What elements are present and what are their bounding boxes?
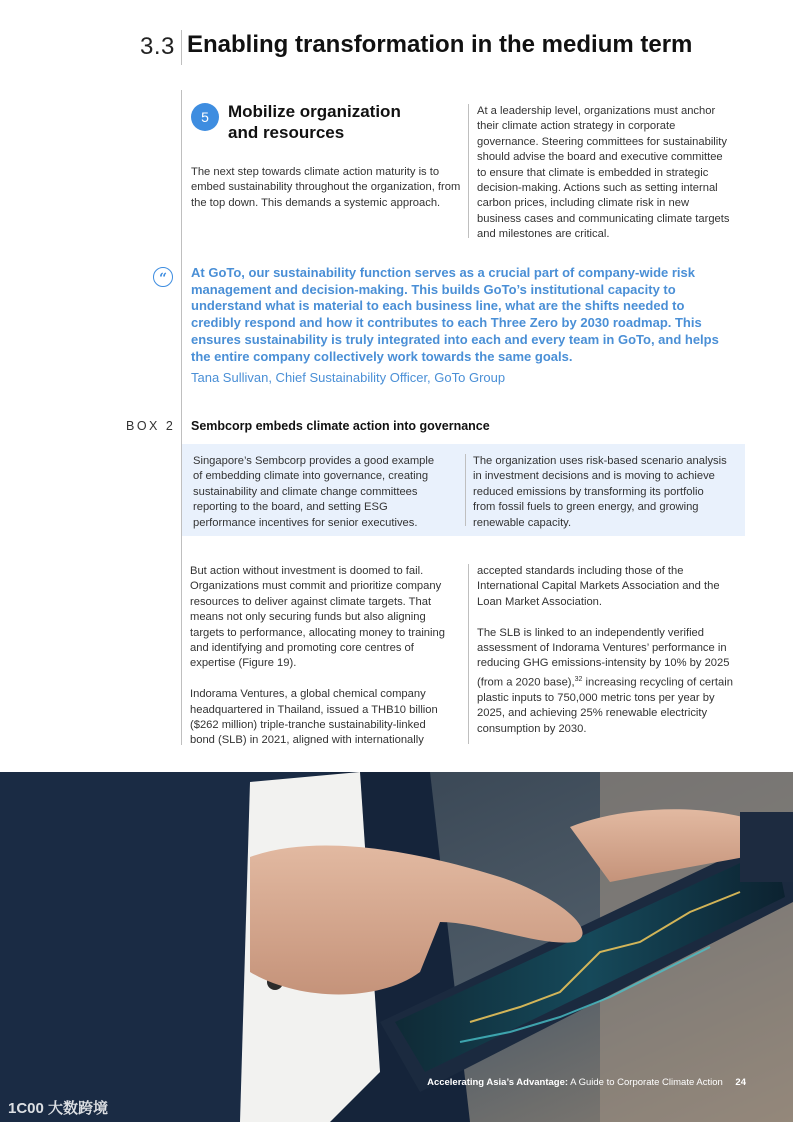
step-title (228, 101, 458, 143)
paragraph-gap (477, 610, 749, 625)
text-fragment: (from a 2020 base), (477, 676, 575, 689)
text-line: bond (SLB) in 2021, aligned with internationally (190, 734, 424, 747)
text-line: performance incentives for senior executives. (193, 516, 418, 529)
text-line: decision-making. Actions such as setting internal (477, 182, 718, 195)
step-leadership-text (477, 104, 747, 243)
box-column-divider (465, 454, 466, 526)
text-line: expertise (Figure 19). (190, 657, 297, 670)
section-title: Enabling transformation in the medium term (187, 31, 693, 58)
section-number: 3.3 (140, 33, 175, 60)
box-right-text (473, 454, 743, 531)
text-line: Organizations must commit and prioritize company (190, 580, 442, 593)
text-line: to ensure that climate is embedded in strategic (477, 166, 709, 179)
text-line: accepted standards including those of the (477, 565, 684, 577)
text-line: and milestones are critical. (477, 228, 610, 241)
page-number: 24 (735, 1077, 746, 1088)
text-line: the top down. This demands a systemic approach. (191, 196, 441, 209)
text-line: The next step towards climate action maturity is to (191, 166, 440, 178)
text-line: sustainability and climate change committees (193, 485, 418, 498)
text-line: in investment decisions and is moving to achieve (473, 470, 715, 483)
text-line: Loan Market Association. (477, 595, 602, 608)
text-line: reducing GHG emissions-intensity by 10% by 2025 (477, 657, 730, 670)
report-subtitle: A Guide to Corporate Climate Action (568, 1077, 723, 1088)
box-title: Sembcorp embeds climate action into governance (191, 419, 490, 433)
quote-line: the entire company collectively work towards the same goals. (191, 348, 573, 364)
box-left-text (193, 454, 461, 531)
text-line: ($262 million) triple-tranche sustainability-linked (190, 719, 426, 732)
quote-line: credibly respond and how it contributes to each Three Zero by 2030 roadmap. This (191, 315, 702, 331)
text-line: assessment of Indorama Ventures’ performance in (477, 642, 727, 655)
watermark: 1C00 大数跨境 (8, 1100, 109, 1117)
text-line: business cases and communicating climate targets (477, 212, 730, 225)
box-label: BOX 2 (126, 419, 176, 433)
tablet-photo-illustration (0, 772, 793, 1122)
investment-right-text (477, 564, 749, 737)
text-line: At a leadership level, organizations must anchor (477, 105, 716, 117)
text-line: their climate action strategy in corporate (477, 120, 676, 133)
text-line: embed sustainability throughout the organization, from (191, 181, 461, 194)
paragraph-gap (190, 672, 462, 687)
text-line: reduced emissions by transforming its portfolio (473, 485, 704, 498)
quote-line: understand what is material to each business line, what are the shifts needed to (191, 298, 685, 314)
text-line: renewable capacity. (473, 516, 572, 529)
page-footer (427, 1077, 746, 1088)
text-line: The organization uses risk-based scenario analysis (473, 455, 727, 467)
text-line: consumption by 2030. (477, 722, 587, 735)
report-title: Accelerating Asia’s Advantage: (427, 1077, 569, 1088)
text-line: International Capital Markets Association and the (477, 580, 720, 593)
step-intro (191, 165, 463, 211)
text-line (477, 672, 749, 691)
text-line: plastic inputs to 750,000 metric tons per year by (477, 691, 715, 704)
quote-line: management and decision-making. This builds GoTo’s institutional capacity to (191, 281, 676, 297)
pull-quote (191, 265, 736, 365)
step-title-line: Mobilize organization (228, 102, 401, 121)
text-line: carbon prices, including climate risk in new (477, 197, 690, 210)
text-line: from fossil fuels to green energy, and growing (473, 501, 699, 514)
text-line: should advise the board and executive committee (477, 151, 723, 164)
text-line: means not only securing funds but also aligning (190, 611, 426, 624)
header-divider (181, 30, 182, 65)
text-line: of embedding climate into governance, creating (193, 470, 429, 483)
investment-column-divider (468, 564, 469, 744)
text-line: Singapore’s Sembcorp provides a good example (193, 455, 435, 467)
text-line: reporting to the board, and setting ESG (193, 501, 388, 514)
text-line: Indorama Ventures, a global chemical company (190, 688, 426, 701)
footnote-ref[interactable]: 32 (574, 675, 583, 683)
quote-line: ensures sustainability is truly integrated into each and every team in GoTo, and helps (191, 331, 719, 347)
quote-icon: “ (153, 267, 173, 287)
text-line: resources to deliver against climate targets. That (190, 595, 432, 608)
text-line: The SLB is linked to an independently verified (477, 626, 705, 639)
text-line: governance. Steering committees for sustainability (477, 135, 727, 148)
text-line: and identifying and promoting core centres of (190, 642, 414, 655)
text-fragment: increasing recycling of certain (582, 676, 733, 689)
tablet-photo (0, 772, 793, 1122)
text-line: 2025, and achieving 25% renewable electricity (477, 707, 708, 720)
main-vertical-rule (181, 90, 182, 745)
step-number-badge: 5 (191, 103, 219, 131)
text-line: headquartered in Thailand, issued a THB10 billion (190, 703, 438, 716)
column-divider (468, 104, 469, 238)
quote-attribution: Tana Sullivan, Chief Sustainability Officer, GoTo Group (191, 370, 506, 385)
text-line: targets to performance, allocating money to training (190, 626, 445, 639)
quote-line: At GoTo, our sustainability function serves as a crucial part of company-wide risk (191, 265, 695, 280)
text-line: But action without investment is doomed to fail. (190, 565, 424, 577)
investment-left-text (190, 564, 462, 749)
step-title-line: and resources (228, 123, 345, 142)
